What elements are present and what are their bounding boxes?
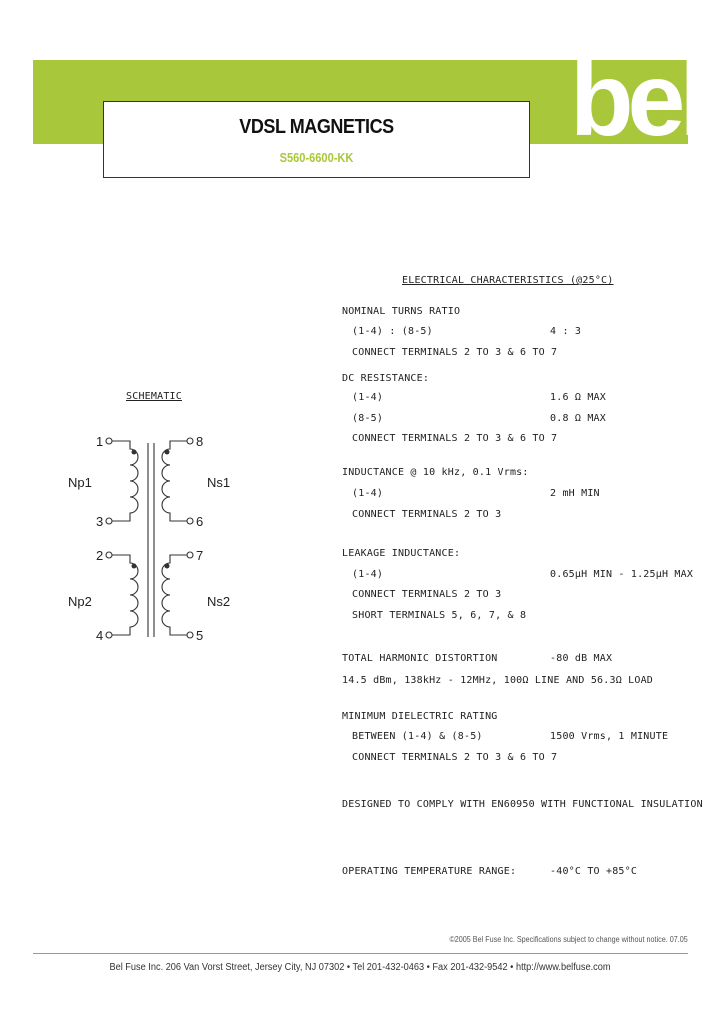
thd-value: -80 dB MAX — [550, 653, 613, 664]
leakage-note-2: SHORT TERMINALS 5, 6, 7, & 8 — [352, 610, 527, 621]
leakage-label: LEAKAGE INDUCTANCE: — [342, 548, 461, 559]
pin-7-label: 7 — [196, 548, 204, 563]
pin-3-terminal — [106, 518, 112, 524]
part-number: S560-6600-KK — [279, 150, 354, 165]
bel-logo: bel — [570, 42, 703, 158]
leakage-value: 0.65μH MIN - 1.25μH MAX — [550, 569, 694, 580]
thd-condition: 14.5 dBm, 138kHz - 12MHz, 100Ω LINE AND 56.3Ω LOAD — [342, 675, 654, 686]
pin-5-terminal — [187, 632, 193, 638]
ns2-label: Ns2 — [207, 594, 231, 609]
pin-8-label: 8 — [196, 434, 204, 449]
footer-address: Bel Fuse Inc. 206 Van Vorst Street, Jersey City, NJ 07302 • Tel 201-432-0463 • Fax 201-432-9542 • http://www.belfuse.com — [109, 962, 611, 973]
inductance-pins: (1-4) — [352, 488, 384, 499]
dielectric-pins: BETWEEN (1-4) & (8-5) — [352, 731, 483, 742]
dielectric-label: MINIMUM DIELECTRIC RATING — [342, 711, 498, 722]
inductance-note: CONNECT TERMINALS 2 TO 3 — [352, 509, 502, 520]
copyright-notice: ©2005 Bel Fuse Inc. Specifications subject to change without notice. 07.05 — [449, 935, 688, 944]
pin-4-label: 4 — [96, 628, 104, 643]
pin-5-label: 5 — [196, 628, 204, 643]
dc-resistance-pins-1: (1-4) — [352, 392, 384, 403]
dc-resistance-note: CONNECT TERMINALS 2 TO 3 & 6 TO 7 — [352, 433, 558, 444]
pin-1-label: 1 — [96, 434, 104, 449]
pin-2-terminal — [106, 552, 112, 558]
turns-ratio-pins: (1-4) : (8-5) — [352, 326, 433, 337]
leakage-pins: (1-4) — [352, 569, 384, 580]
pin-2-label: 2 — [96, 548, 104, 563]
operating-temp-value: -40°C TO +85°C — [550, 866, 638, 877]
polarity-dot-ns2 — [165, 564, 170, 569]
title-box — [103, 101, 530, 178]
inductance-value: 2 mH MIN — [550, 488, 600, 499]
compliance-statement: DESIGNED TO COMPLY WITH EN60950 WITH FUNCTIONAL INSULATION — [342, 799, 703, 810]
schematic-title: SCHEMATIC — [126, 391, 182, 402]
dc-resistance-value-1: 1.6 Ω MAX — [550, 392, 606, 403]
polarity-dot-ns1 — [165, 450, 170, 455]
turns-ratio-value: 4 : 3 — [550, 326, 582, 337]
operating-temp-label: OPERATING TEMPERATURE RANGE: — [342, 866, 517, 877]
pin-3-label: 3 — [96, 514, 104, 529]
dielectric-value: 1500 Vrms, 1 MINUTE — [550, 731, 669, 742]
footer-divider — [33, 953, 688, 954]
polarity-dot-np1 — [132, 450, 137, 455]
pin-1-terminal — [106, 438, 112, 444]
ns1-label: Ns1 — [207, 475, 231, 490]
pin-8-terminal — [187, 438, 193, 444]
leakage-note-1: CONNECT TERMINALS 2 TO 3 — [352, 589, 502, 600]
dc-resistance-pins-2: (8-5) — [352, 413, 384, 424]
dc-resistance-value-2: 0.8 Ω MAX — [550, 413, 606, 424]
turns-ratio-note: CONNECT TERMINALS 2 TO 3 & 6 TO 7 — [352, 347, 558, 358]
electrical-heading: ELECTRICAL CHARACTERISTICS (@25°C) — [402, 275, 614, 286]
dielectric-note: CONNECT TERMINALS 2 TO 3 & 6 TO 7 — [352, 752, 558, 763]
page-title: VDSL MAGNETICS — [239, 116, 394, 138]
np1-label: Np1 — [68, 475, 92, 490]
pin-7-terminal — [187, 552, 193, 558]
pin-6-terminal — [187, 518, 193, 524]
inductance-label: INDUCTANCE @ 10 kHz, 0.1 Vrms: — [342, 467, 529, 478]
thd-label: TOTAL HARMONIC DISTORTION — [342, 653, 498, 664]
transformer-schematic — [60, 425, 250, 645]
np2-label: Np2 — [68, 594, 92, 609]
polarity-dot-np2 — [132, 564, 137, 569]
turns-ratio-label: NOMINAL TURNS RATIO — [342, 306, 461, 317]
pin-4-terminal — [106, 632, 112, 638]
dc-resistance-label: DC RESISTANCE: — [342, 373, 430, 384]
pin-6-label: 6 — [196, 514, 204, 529]
